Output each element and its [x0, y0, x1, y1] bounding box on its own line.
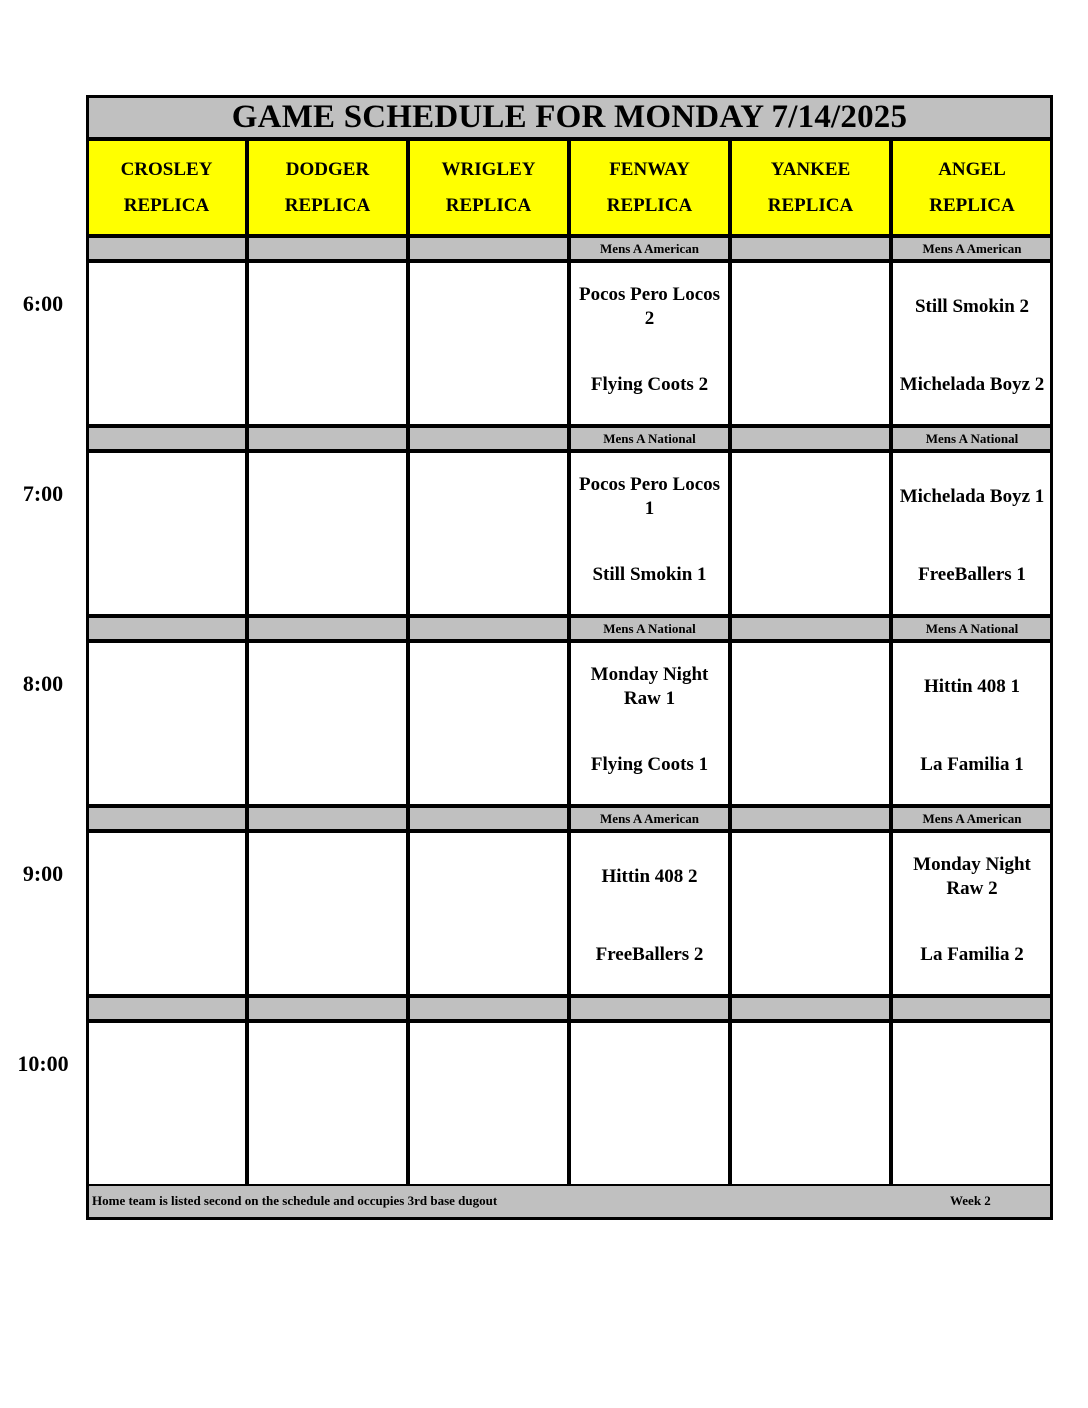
- game-cell: [408, 261, 569, 426]
- field-subtitle: REPLICA: [929, 194, 1015, 216]
- field-subtitle: REPLICA: [284, 194, 371, 216]
- division-cell: [891, 236, 1053, 261]
- division-cell: [86, 806, 247, 831]
- field-header-wrigley: [408, 139, 569, 236]
- away-team: Michelada Boyz 1: [899, 486, 1045, 507]
- division-cell: [569, 806, 730, 831]
- division-label: Mens A National: [925, 430, 1019, 446]
- game-cell: [891, 1021, 1053, 1186]
- game-cell: [569, 261, 730, 426]
- game-cell: [730, 451, 891, 616]
- division-cell: [891, 426, 1053, 451]
- home-team: La Familia 2: [920, 944, 1024, 965]
- division-cell: [247, 616, 408, 641]
- footer-note: Home team is listed second on the schedule and occupies 3rd base dugout: [92, 1193, 498, 1208]
- game-cell: [408, 451, 569, 616]
- division-cell: [247, 806, 408, 831]
- away-team: Pocos Pero Locos 2: [578, 284, 721, 329]
- division-cell: [730, 426, 891, 451]
- game-cell: [730, 641, 891, 806]
- away-team: Hittin 408 1: [923, 676, 1021, 697]
- game-cell: [86, 1021, 247, 1186]
- away-team: Pocos Pero Locos 1: [578, 474, 721, 519]
- division-label: Mens A National: [925, 620, 1019, 636]
- division-label: Mens A American: [600, 810, 699, 826]
- home-team: FreeBallers 1: [918, 564, 1026, 585]
- game-cell: [247, 261, 408, 426]
- away-team: Monday Night Raw 1: [590, 664, 709, 709]
- division-cell: [730, 806, 891, 831]
- game-cell: [408, 1021, 569, 1186]
- game-cell: [247, 1021, 408, 1186]
- home-team: Flying Coots 1: [590, 754, 709, 775]
- division-cell: [730, 236, 891, 261]
- field-subtitle: REPLICA: [767, 194, 854, 216]
- game-cell: [569, 641, 730, 806]
- game-cell: [730, 831, 891, 996]
- field-name: FENWAY: [609, 158, 690, 180]
- field-subtitle: REPLICA: [606, 194, 693, 216]
- division-cell: [408, 236, 569, 261]
- division-cell: [891, 616, 1053, 641]
- game-cell: [86, 641, 247, 806]
- field-header-angel: [891, 139, 1053, 236]
- home-team: Flying Coots 2: [590, 374, 709, 395]
- schedule-sheet: [86, 95, 1053, 1220]
- division-cell: [730, 996, 891, 1021]
- field-name: WRIGLEY: [441, 158, 536, 180]
- field-header-crosley: [86, 139, 247, 236]
- footer-week: Week 2: [950, 1193, 991, 1208]
- home-team: La Familia 1: [920, 754, 1024, 775]
- division-cell: [891, 996, 1053, 1021]
- division-cell: [86, 426, 247, 451]
- home-team: FreeBallers 2: [595, 944, 704, 965]
- time-label: 7:00: [22, 481, 64, 506]
- away-team: Monday Night Raw 2: [913, 854, 1031, 899]
- field-name: ANGEL: [938, 158, 1006, 180]
- game-cell: [569, 451, 730, 616]
- field-header-yankee: [730, 139, 891, 236]
- division-cell: [247, 236, 408, 261]
- field-name: YANKEE: [770, 158, 851, 180]
- division-cell: [569, 996, 730, 1021]
- time-label: 10:00: [17, 1051, 69, 1076]
- game-cell: [891, 831, 1053, 996]
- time-label: 9:00: [22, 861, 64, 886]
- game-cell: [891, 451, 1053, 616]
- division-label: Mens A American: [922, 810, 1022, 826]
- division-cell: [408, 996, 569, 1021]
- division-cell: [569, 426, 730, 451]
- game-cell: [569, 831, 730, 996]
- division-label: Mens A American: [600, 240, 699, 256]
- home-team: Still Smokin 1: [592, 564, 707, 585]
- time-label: 6:00: [22, 291, 64, 316]
- field-subtitle: REPLICA: [445, 194, 532, 216]
- game-cell: [247, 451, 408, 616]
- game-cell: [86, 261, 247, 426]
- field-subtitle: REPLICA: [123, 194, 210, 216]
- away-team: Hittin 408 2: [601, 866, 698, 887]
- division-cell: [569, 236, 730, 261]
- game-cell: [86, 451, 247, 616]
- division-label: Mens A National: [603, 620, 696, 636]
- division-cell: [86, 616, 247, 641]
- home-team: Michelada Boyz 2: [899, 374, 1045, 395]
- division-cell: [569, 616, 730, 641]
- division-cell: [408, 616, 569, 641]
- game-cell: [408, 831, 569, 996]
- game-cell: [569, 1021, 730, 1186]
- division-cell: [86, 236, 247, 261]
- field-header-dodger: [247, 139, 408, 236]
- division-label: Mens A National: [603, 430, 696, 446]
- schedule-title: GAME SCHEDULE FOR MONDAY 7/14/2025: [86, 95, 1053, 139]
- game-cell: [891, 641, 1053, 806]
- division-cell: [408, 426, 569, 451]
- game-cell: [891, 261, 1053, 426]
- game-cell: [247, 831, 408, 996]
- game-cell: [730, 1021, 891, 1186]
- field-header-fenway: [569, 139, 730, 236]
- away-team: Still Smokin 2: [914, 296, 1030, 317]
- schedule-footer: [86, 1184, 1053, 1220]
- field-name: DODGER: [285, 158, 370, 180]
- division-cell: [891, 806, 1053, 831]
- division-cell: [247, 426, 408, 451]
- game-cell: [408, 641, 569, 806]
- division-label: Mens A American: [922, 240, 1022, 256]
- division-cell: [247, 996, 408, 1021]
- division-cell: [730, 616, 891, 641]
- game-cell: [730, 261, 891, 426]
- division-cell: [408, 806, 569, 831]
- field-name: CROSLEY: [120, 158, 213, 180]
- game-cell: [86, 831, 247, 996]
- time-label: 8:00: [22, 671, 64, 696]
- division-cell: [86, 996, 247, 1021]
- game-cell: [247, 641, 408, 806]
